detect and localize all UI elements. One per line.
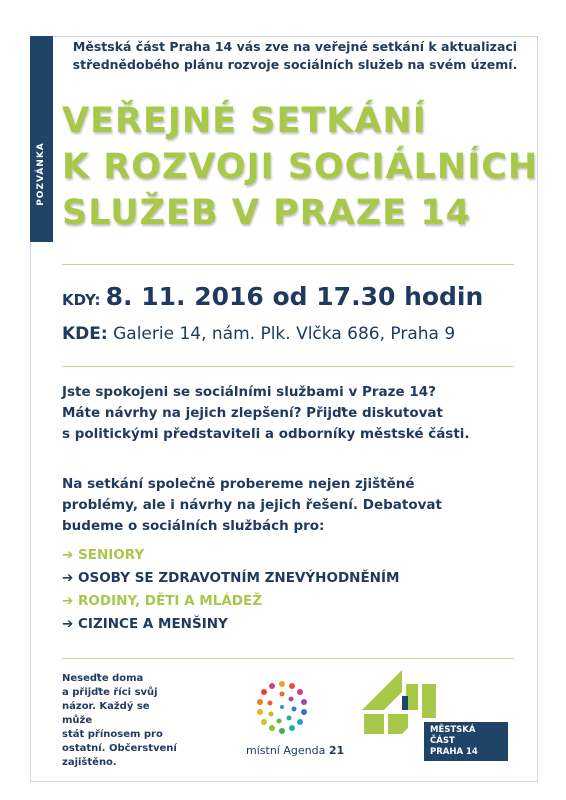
note-line: názor. Každý se může: [62, 701, 150, 726]
main-title: [62, 98, 539, 236]
paragraph-questions: [62, 382, 522, 445]
note-line: a přijďte říci svůj: [62, 687, 158, 698]
event-date: [62, 282, 483, 311]
topic-item: ➔ SENIORY: [62, 547, 145, 563]
where-value: Galerie 14, nám. Plk. Vlčka 686, Praha 9: [113, 324, 456, 344]
praha14-badge-line: MĚSTSKÁ ČÁST: [430, 725, 476, 746]
side-tab-label: POZVÁNKA: [36, 142, 46, 206]
topic-list: [62, 544, 399, 636]
note-text: [62, 672, 182, 770]
agenda21-number: 21: [328, 744, 345, 757]
title-line: VEŘEJNÉ SETKÁNÍ: [62, 101, 427, 141]
paragraph-topics-intro: [62, 474, 522, 537]
intro-line: Městská část Praha 14 vás zve na veřejné setkání k aktualizaci: [72, 39, 518, 54]
intro-text: [60, 38, 530, 74]
agenda21-text: místní Agenda: [246, 744, 329, 757]
note-line: ostatní. Občerstvení: [62, 743, 177, 754]
event-location: [62, 324, 455, 344]
praha14-badge-line: PRAHA 14: [430, 747, 478, 757]
intro-line: střednědobého plánu rozvoje sociálních služeb na svém území.: [72, 57, 518, 72]
note-line: Neseďte doma: [62, 673, 144, 684]
paragraph-line: s politickými představiteli a odborníky městské části.: [62, 426, 470, 442]
topic-item: ➔ RODINY, DĚTI A MLÁDEŽ: [62, 593, 262, 609]
divider: [62, 658, 514, 659]
paragraph-line: Máte návrhy na jejich zlepšení? Přijďte diskutovat: [62, 405, 443, 421]
side-tab: [30, 36, 53, 242]
agenda21-label: [246, 744, 344, 757]
agenda21-logo-icon: [252, 678, 312, 738]
paragraph-line: Na setkání společně probereme nejen zjištěné: [62, 476, 415, 492]
where-label: KDE:: [62, 324, 108, 344]
note-line: zajištěno.: [62, 757, 117, 768]
title-line: K ROZVOJI SOCIÁLNÍCH: [62, 147, 539, 187]
divider: [62, 264, 514, 265]
divider: [62, 366, 514, 367]
title-line: SLUŽEB V PRAZE 14: [62, 193, 471, 233]
paragraph-line: Jste spokojeni se sociálními službami v Praze 14?: [62, 384, 436, 400]
when-value: 8. 11. 2016 od 17.30 hodin: [105, 282, 484, 311]
note-line: stát přínosem pro: [62, 729, 163, 740]
topic-item: ➔ CIZINCE A MENŠINY: [62, 616, 228, 632]
paragraph-line: budeme o sociálních službách pro:: [62, 518, 325, 534]
paragraph-line: problémy, ale i návrhy na jejich řešení. Debatovat: [62, 497, 442, 513]
when-label: KDY:: [62, 291, 101, 309]
topic-item: ➔ OSOBY SE ZDRAVOTNÍM ZNEVÝHODNĚNÍM: [62, 570, 400, 586]
praha14-badge: [424, 722, 508, 761]
